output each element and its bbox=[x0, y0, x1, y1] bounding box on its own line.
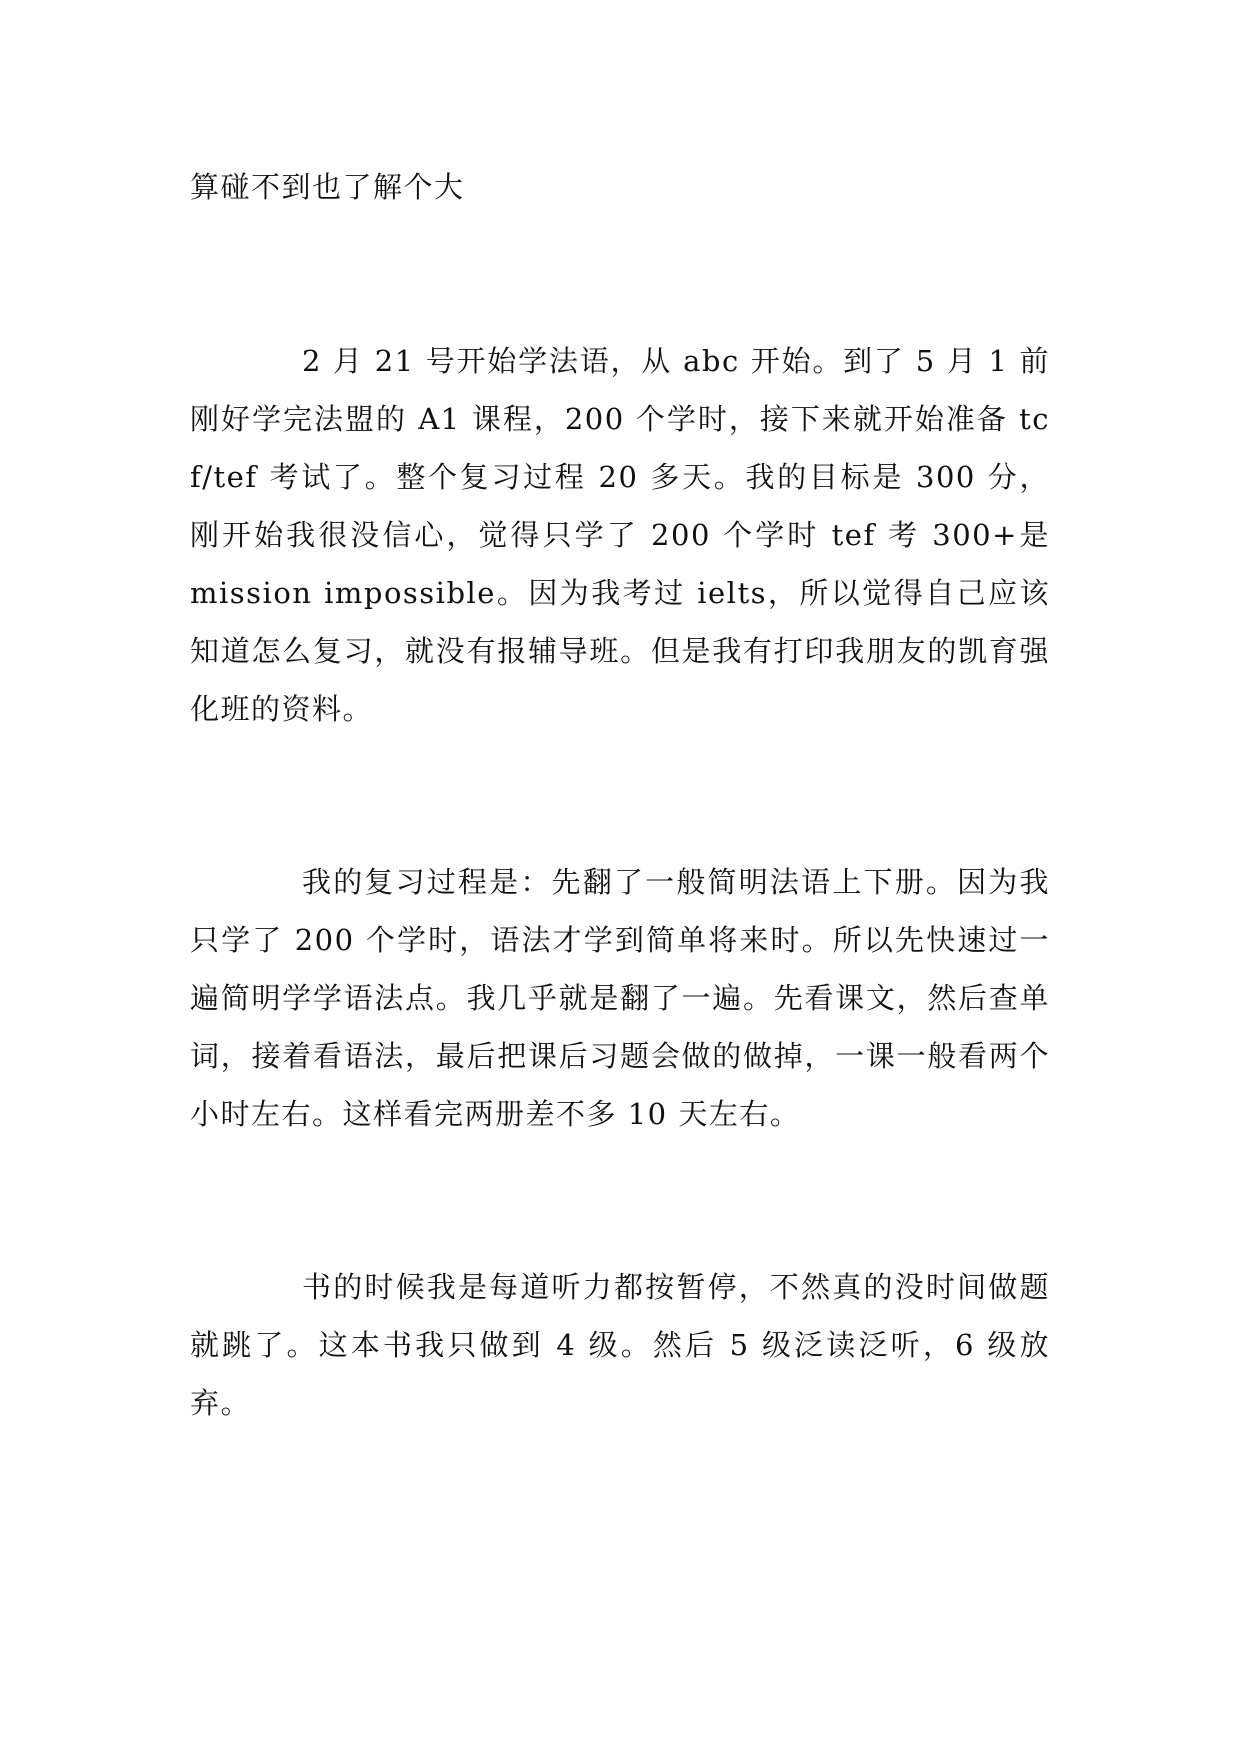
paragraph-2: 我的复习过程是：先翻了一般简明法语上下册。因为我只学了 200 个学时，语法才学到简单将来时。所以先快速过一遍简明学学语法点。我几乎就是翻了一遍。先看课文，然后查单词，接着看语法，最后把课后习题会做的做掉，一课一般看两个小时左右。这样看完两册差不多 10 天左右。 bbox=[190, 865, 1050, 1131]
paragraph-1: 2 月 21 号开始学法语，从 abc 开始。到了 5 月 1 前刚好学完法盟的 A1 课程，200 个学时，接下来就开始准备 tcf/tef 考试了。整个复习过程 20 多天。我的目标是 300 分，刚开始我很没信心，觉得只学了 200 个学时 tef 考 300+是 mission impossible。因为我考过 ielts，所以觉得自己应该知道怎么复习，就没有报辅导班。但是我有打印我朋友的凯育强化班的资料。 bbox=[190, 344, 1050, 726]
fragment-line: 算碰不到也了解个大 bbox=[190, 170, 465, 204]
paragraph-3: 书的时候我是每道听力都按暂停，不然真的没时间做题就跳了。这本书我只做到 4 级。然后 5 级泛读泛听，6 级放弃。 bbox=[190, 1270, 1050, 1420]
